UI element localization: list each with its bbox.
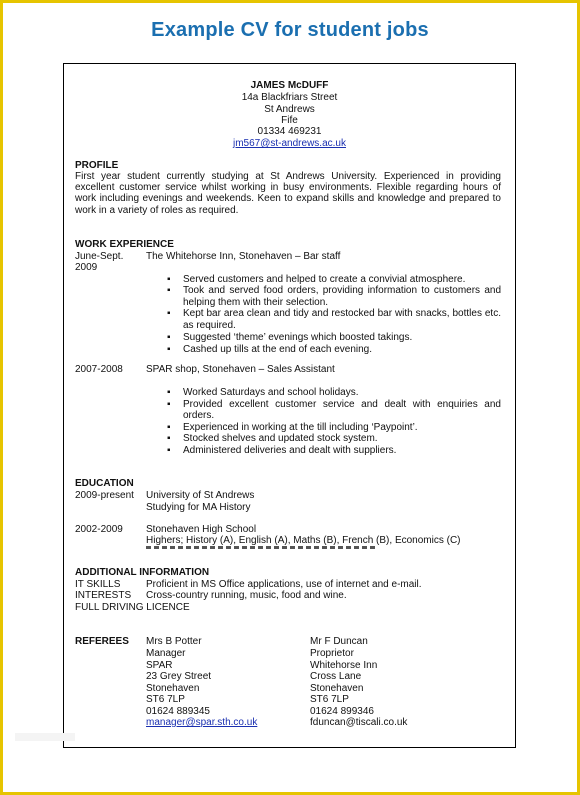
candidate-name: JAMES McDUFF xyxy=(250,80,329,91)
email-link[interactable]: jm567@st-andrews.ac.uk xyxy=(233,138,346,149)
job-duty: Worked Saturdays and school holidays. xyxy=(183,387,359,398)
referee-detail: Proprietor xyxy=(310,648,354,659)
referee-detail: Stonehaven xyxy=(146,683,200,694)
education-institution: University of St Andrews xyxy=(146,490,255,501)
job-title: SPAR shop, Stonehaven – Sales Assistant xyxy=(146,364,335,375)
bullet-icon: ▪ xyxy=(167,332,171,343)
referee-detail: Manager xyxy=(146,648,186,659)
referee-email: fduncan@tiscali.co.uk xyxy=(310,717,408,728)
referee-detail: Cross Lane xyxy=(310,671,362,682)
address-line: St Andrews xyxy=(264,104,315,115)
bullet-icon: ▪ xyxy=(167,274,171,285)
profile-text: First year student currently studying at St Andrews University. Experienced in providing xyxy=(75,171,501,182)
bullet-icon: ▪ xyxy=(167,308,171,319)
job-duty: Took and served food orders, providing information to customers and xyxy=(183,285,501,296)
additional-value: Cross-country running, music, food and wine. xyxy=(146,590,347,601)
education-heading: EDUCATION xyxy=(75,478,134,489)
referee-detail: ST6 7LP xyxy=(310,694,349,705)
profile-text: work including evenings and weekends. Keen to expand skills and knowledge and prepared to xyxy=(75,193,501,204)
additional-label: IT SKILLS xyxy=(75,579,121,590)
referees-heading: REFEREES xyxy=(75,636,129,647)
job-date: 2009 xyxy=(75,262,98,273)
job-duty: Cashed up tills at the end of each evening. xyxy=(183,344,373,355)
additional-label: INTERESTS xyxy=(75,590,132,601)
bullet-icon: ▪ xyxy=(167,285,171,296)
bullet-icon: ▪ xyxy=(167,445,171,456)
job-title: The Whitehorse Inn, Stonehaven – Bar staff xyxy=(146,251,341,262)
page-title: Example CV for student jobs xyxy=(151,19,429,41)
education-detail: Studying for MA History xyxy=(146,502,251,513)
watermark-fade xyxy=(15,733,75,741)
referee-detail: 01624 899346 xyxy=(310,706,374,717)
cut-off-text-line xyxy=(146,546,376,549)
bullet-icon: ▪ xyxy=(167,387,171,398)
additional-value: Proficient in MS Office applications, use of internet and e-mail. xyxy=(146,579,422,590)
address-line: 14a Blackfriars Street xyxy=(241,92,338,103)
education-detail: Highers; History (A), English (A), Maths (B), French (B), Economics (C) xyxy=(146,535,461,546)
job-duty: Served customers and helped to create a convivial atmosphere. xyxy=(183,274,466,285)
phone-number: 01334 469231 xyxy=(257,126,322,137)
profile-text: work in a variety of roles as required. xyxy=(75,205,239,216)
profile-heading: PROFILE xyxy=(75,160,119,171)
referee-detail: SPAR xyxy=(146,660,173,671)
bullet-icon: ▪ xyxy=(167,344,171,355)
job-duty: Experienced in working at the till including ‘Paypoint’. xyxy=(183,422,418,433)
job-duty: Suggested ‘theme’ evenings which boosted takings. xyxy=(183,332,413,343)
job-duty: as required. xyxy=(183,320,236,331)
referee-detail: Stonehaven xyxy=(310,683,364,694)
job-duty: orders. xyxy=(183,410,215,421)
referee-detail: 23 Grey Street xyxy=(146,671,212,682)
education-date: 2009-present xyxy=(75,490,134,501)
referee-detail: Mr F Duncan xyxy=(310,636,368,647)
bullet-icon: ▪ xyxy=(167,433,171,444)
referee-detail: Whitehorse Inn xyxy=(310,660,378,671)
job-duty: helping them with their selection. xyxy=(183,297,329,308)
referee-email-link[interactable]: manager@spar.sth.co.uk xyxy=(146,717,258,728)
referee-detail: 01624 889345 xyxy=(146,706,210,717)
additional-heading: ADDITIONAL INFORMATION xyxy=(75,567,210,578)
job-duty: Kept bar area clean and tidy and restocked bar with snacks, bottles etc. xyxy=(183,308,501,319)
job-duty: Provided excellent customer service and dealt with enquiries and xyxy=(183,399,501,410)
work-heading: WORK EXPERIENCE xyxy=(75,239,174,250)
referee-detail: ST6 7LP xyxy=(146,694,185,705)
bullet-icon: ▪ xyxy=(167,422,171,433)
address-line: Fife xyxy=(281,115,298,126)
cv-document xyxy=(63,63,516,748)
job-duty: Stocked shelves and updated stock system. xyxy=(183,433,378,444)
education-institution: Stonehaven High School xyxy=(146,524,257,535)
job-date: June-Sept. xyxy=(75,251,124,262)
driving-licence: FULL DRIVING LICENCE xyxy=(75,602,190,613)
profile-text: excellent customer service whilst working in busy environments. Flexible regarding hours of xyxy=(75,182,501,193)
bullet-icon: ▪ xyxy=(167,399,171,410)
job-date: 2007-2008 xyxy=(75,364,123,375)
job-duty: Administered deliveries and dealt with suppliers. xyxy=(183,445,397,456)
referee-detail: Mrs B Potter xyxy=(146,636,202,647)
education-date: 2002-2009 xyxy=(75,524,123,535)
